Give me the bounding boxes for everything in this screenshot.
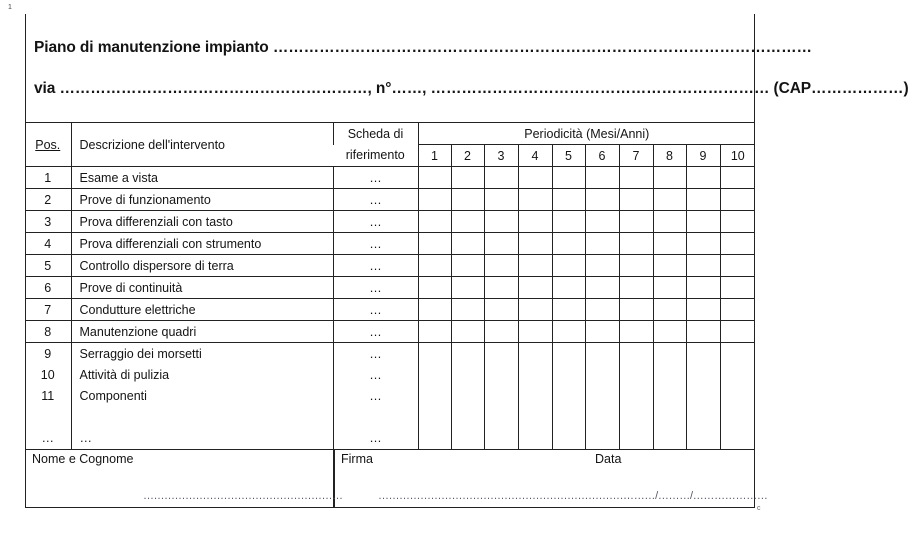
signature-field[interactable]: ……………………………………………………………… bbox=[378, 490, 630, 502]
date-field[interactable]: ………/………/………………… bbox=[623, 490, 768, 502]
period-cell[interactable] bbox=[653, 364, 686, 385]
period-cell[interactable] bbox=[585, 427, 619, 449]
period-cell[interactable] bbox=[552, 343, 585, 365]
period-cell[interactable] bbox=[619, 364, 653, 385]
period-cell[interactable] bbox=[720, 189, 755, 211]
period-cell[interactable] bbox=[518, 343, 552, 365]
header-pos: Pos. bbox=[25, 123, 71, 167]
period-cell[interactable] bbox=[484, 167, 518, 189]
firma-label: Firma bbox=[341, 452, 373, 466]
period-cell[interactable] bbox=[451, 364, 484, 385]
row-description bbox=[71, 406, 333, 427]
period-cell[interactable] bbox=[720, 167, 755, 189]
row-pos: 1 bbox=[25, 167, 71, 189]
period-cell[interactable] bbox=[451, 427, 484, 449]
row-description: Componenti bbox=[71, 385, 333, 406]
period-cell[interactable] bbox=[418, 211, 451, 233]
period-cell[interactable] bbox=[686, 255, 720, 277]
table-row bbox=[25, 406, 755, 427]
period-cell[interactable] bbox=[418, 233, 451, 255]
period-cell[interactable] bbox=[686, 427, 720, 449]
period-cell[interactable] bbox=[518, 364, 552, 385]
header-description: Descrizione dell'intervento bbox=[71, 123, 333, 167]
period-cell[interactable] bbox=[585, 211, 619, 233]
period-cell[interactable] bbox=[585, 167, 619, 189]
period-cell[interactable] bbox=[653, 299, 686, 321]
period-cell[interactable] bbox=[484, 364, 518, 385]
name-field[interactable]: ………………………………………………… bbox=[143, 490, 343, 502]
row-reference: … bbox=[333, 385, 418, 406]
period-cell[interactable] bbox=[720, 299, 755, 321]
period-number: 1 bbox=[418, 145, 451, 167]
period-cell[interactable] bbox=[518, 321, 552, 343]
corner-mark-bottom: c bbox=[757, 505, 761, 512]
period-cell[interactable] bbox=[518, 299, 552, 321]
period-cell[interactable] bbox=[720, 385, 755, 406]
period-cell[interactable] bbox=[552, 299, 585, 321]
corner-mark: 1 bbox=[8, 4, 12, 11]
table-row bbox=[25, 211, 755, 233]
period-number: 8 bbox=[653, 145, 686, 167]
period-cell[interactable] bbox=[585, 277, 619, 299]
period-cell[interactable] bbox=[484, 427, 518, 449]
period-cell[interactable] bbox=[518, 277, 552, 299]
period-cell[interactable] bbox=[653, 167, 686, 189]
period-cell[interactable] bbox=[653, 211, 686, 233]
period-cell[interactable] bbox=[552, 385, 585, 406]
period-cell[interactable] bbox=[552, 277, 585, 299]
period-cell[interactable] bbox=[484, 343, 518, 365]
row-pos: 3 bbox=[25, 211, 71, 233]
period-cell[interactable] bbox=[484, 255, 518, 277]
row-reference: … bbox=[333, 233, 418, 255]
table-row bbox=[25, 343, 755, 365]
row-pos: 9 bbox=[25, 343, 71, 365]
period-number: 7 bbox=[619, 145, 653, 167]
row-pos: 11 bbox=[41, 388, 55, 403]
row-pos: 6 bbox=[25, 277, 71, 299]
period-cell[interactable] bbox=[418, 343, 451, 365]
row-pos: 5 bbox=[25, 255, 71, 277]
period-cell[interactable] bbox=[720, 427, 755, 449]
row-description: Prove di funzionamento bbox=[71, 189, 333, 211]
period-cell[interactable] bbox=[484, 189, 518, 211]
period-cell[interactable] bbox=[720, 277, 755, 299]
signature-section bbox=[25, 449, 768, 508]
row-pos bbox=[25, 406, 71, 427]
period-cell[interactable] bbox=[484, 233, 518, 255]
period-cell[interactable] bbox=[552, 189, 585, 211]
data-label: Data bbox=[595, 452, 622, 466]
period-cell[interactable] bbox=[552, 427, 585, 449]
period-cell[interactable] bbox=[451, 406, 484, 427]
row-description: Prova differenziali con strumento bbox=[71, 233, 333, 255]
row-description: Esame a vista bbox=[71, 167, 333, 189]
period-cell[interactable] bbox=[552, 211, 585, 233]
row-reference: … bbox=[333, 321, 418, 343]
period-cell[interactable] bbox=[451, 343, 484, 365]
row-reference: … bbox=[333, 364, 418, 385]
period-number: 9 bbox=[686, 145, 720, 167]
row-reference: … bbox=[333, 299, 418, 321]
period-cell[interactable] bbox=[686, 233, 720, 255]
period-cell[interactable] bbox=[518, 255, 552, 277]
period-cell[interactable] bbox=[484, 277, 518, 299]
row-reference: … bbox=[333, 427, 418, 449]
period-cell[interactable] bbox=[451, 211, 484, 233]
period-cell[interactable] bbox=[585, 364, 619, 385]
period-cell[interactable] bbox=[619, 167, 653, 189]
period-cell[interactable] bbox=[720, 321, 755, 343]
period-number: 5 bbox=[552, 145, 585, 167]
table-row bbox=[25, 233, 755, 255]
row-description: Serraggio dei morsetti bbox=[71, 343, 333, 365]
row-pos: 4 bbox=[25, 233, 71, 255]
period-cell[interactable] bbox=[418, 385, 451, 406]
period-cell[interactable] bbox=[585, 406, 619, 427]
row-reference: … bbox=[333, 343, 418, 365]
period-cell[interactable] bbox=[518, 406, 552, 427]
period-cell[interactable] bbox=[418, 321, 451, 343]
row-reference: … bbox=[333, 167, 418, 189]
row-description: Manutenzione quadri bbox=[71, 321, 333, 343]
period-cell[interactable] bbox=[585, 299, 619, 321]
period-cell[interactable] bbox=[451, 167, 484, 189]
period-cell[interactable] bbox=[585, 343, 619, 365]
period-cell[interactable] bbox=[686, 211, 720, 233]
period-cell[interactable] bbox=[518, 233, 552, 255]
period-cell[interactable] bbox=[686, 364, 720, 385]
period-number: 3 bbox=[484, 145, 518, 167]
period-cell[interactable] bbox=[585, 233, 619, 255]
table-row bbox=[25, 189, 755, 211]
table-row bbox=[25, 167, 755, 189]
period-cell[interactable] bbox=[518, 385, 552, 406]
row-reference: … bbox=[333, 277, 418, 299]
period-cell[interactable] bbox=[518, 167, 552, 189]
period-cell[interactable] bbox=[418, 427, 451, 449]
table-row bbox=[25, 427, 755, 449]
period-number: 4 bbox=[518, 145, 552, 167]
period-cell[interactable] bbox=[418, 255, 451, 277]
period-cell[interactable] bbox=[418, 189, 451, 211]
row-description: Attività di pulizia bbox=[71, 364, 333, 385]
table-row bbox=[25, 385, 755, 406]
table-row bbox=[25, 299, 755, 321]
period-cell[interactable] bbox=[653, 385, 686, 406]
period-cell[interactable] bbox=[552, 233, 585, 255]
period-cell[interactable] bbox=[619, 211, 653, 233]
table-row bbox=[25, 277, 755, 299]
period-cell[interactable] bbox=[720, 364, 755, 385]
header-period: Periodicità (Mesi/Anni) bbox=[418, 123, 755, 145]
period-cell[interactable] bbox=[451, 189, 484, 211]
row-reference: … bbox=[333, 211, 418, 233]
period-cell[interactable] bbox=[451, 385, 484, 406]
period-cell[interactable] bbox=[619, 233, 653, 255]
row-reference: … bbox=[333, 255, 418, 277]
period-cell[interactable] bbox=[653, 255, 686, 277]
period-cell[interactable] bbox=[518, 427, 552, 449]
period-cell[interactable] bbox=[653, 233, 686, 255]
period-cell[interactable] bbox=[720, 255, 755, 277]
period-cell[interactable] bbox=[552, 167, 585, 189]
period-cell[interactable] bbox=[619, 255, 653, 277]
period-cell[interactable] bbox=[653, 189, 686, 211]
table-row bbox=[25, 321, 755, 343]
period-cell[interactable] bbox=[585, 255, 619, 277]
period-cell[interactable] bbox=[653, 321, 686, 343]
period-cell[interactable] bbox=[484, 299, 518, 321]
period-cell[interactable] bbox=[418, 277, 451, 299]
period-cell[interactable] bbox=[686, 299, 720, 321]
period-cell[interactable] bbox=[518, 189, 552, 211]
period-cell[interactable] bbox=[653, 406, 686, 427]
period-cell[interactable] bbox=[686, 321, 720, 343]
period-cell[interactable] bbox=[451, 255, 484, 277]
header-ref-line2: riferimento bbox=[345, 148, 405, 163]
period-cell[interactable] bbox=[686, 189, 720, 211]
period-cell[interactable] bbox=[418, 364, 451, 385]
name-label: Nome e Cognome bbox=[32, 452, 134, 466]
period-cell[interactable] bbox=[552, 364, 585, 385]
period-cell[interactable] bbox=[585, 385, 619, 406]
period-cell[interactable] bbox=[484, 321, 518, 343]
period-number: 6 bbox=[585, 145, 619, 167]
period-cell[interactable] bbox=[484, 385, 518, 406]
period-number: 2 bbox=[451, 145, 484, 167]
period-cell[interactable] bbox=[484, 406, 518, 427]
period-cell[interactable] bbox=[518, 211, 552, 233]
row-description: Prove di continuità bbox=[71, 277, 333, 299]
period-cell[interactable] bbox=[552, 406, 585, 427]
period-cell[interactable] bbox=[585, 189, 619, 211]
period-cell[interactable] bbox=[619, 321, 653, 343]
period-cell[interactable] bbox=[585, 321, 619, 343]
period-cell[interactable] bbox=[619, 189, 653, 211]
period-cell[interactable] bbox=[451, 299, 484, 321]
period-cell[interactable] bbox=[653, 343, 686, 365]
row-description: Condutture elettriche bbox=[71, 299, 333, 321]
period-cell[interactable] bbox=[619, 299, 653, 321]
period-cell[interactable] bbox=[653, 427, 686, 449]
period-cell[interactable] bbox=[686, 385, 720, 406]
table-row bbox=[25, 364, 755, 385]
row-pos: … bbox=[41, 431, 54, 445]
row-reference: … bbox=[333, 189, 418, 211]
period-cell[interactable] bbox=[418, 299, 451, 321]
row-reference bbox=[333, 406, 418, 427]
period-cell[interactable] bbox=[619, 385, 653, 406]
period-cell[interactable] bbox=[619, 277, 653, 299]
period-number: 10 bbox=[720, 145, 755, 167]
table-row bbox=[25, 255, 755, 277]
row-pos: 2 bbox=[25, 189, 71, 211]
period-cell[interactable] bbox=[686, 343, 720, 365]
period-cell[interactable] bbox=[451, 321, 484, 343]
period-cell[interactable] bbox=[619, 406, 653, 427]
period-cell[interactable] bbox=[720, 233, 755, 255]
row-description: Prova differenziali con tasto bbox=[71, 211, 333, 233]
period-cell[interactable] bbox=[451, 233, 484, 255]
row-description: … bbox=[71, 427, 333, 449]
address-line: via ……………………………………………………, n°……, ………………………………………………………… (CAP………………) bbox=[34, 80, 909, 97]
header-ref-line1: Scheda di bbox=[333, 123, 418, 145]
period-cell[interactable] bbox=[418, 167, 451, 189]
row-pos: 7 bbox=[25, 299, 71, 321]
period-cell[interactable] bbox=[686, 406, 720, 427]
row-description: Controllo dispersore di terra bbox=[71, 255, 333, 277]
period-cell[interactable] bbox=[619, 343, 653, 365]
maintenance-table bbox=[25, 122, 755, 449]
period-cell[interactable] bbox=[720, 406, 755, 427]
period-cell[interactable] bbox=[720, 211, 755, 233]
period-cell[interactable] bbox=[686, 167, 720, 189]
period-cell[interactable] bbox=[720, 343, 755, 365]
period-cell[interactable] bbox=[451, 277, 484, 299]
period-cell[interactable] bbox=[484, 211, 518, 233]
plan-title-line: Piano di manutenzione impianto …………………………………………………………………………………………… bbox=[34, 39, 812, 56]
period-cell[interactable] bbox=[653, 277, 686, 299]
row-pos: 10 bbox=[40, 367, 55, 382]
period-cell[interactable] bbox=[552, 321, 585, 343]
row-pos: 8 bbox=[25, 321, 71, 343]
period-cell[interactable] bbox=[418, 406, 451, 427]
period-cell[interactable] bbox=[552, 255, 585, 277]
period-cell[interactable] bbox=[686, 277, 720, 299]
period-cell[interactable] bbox=[619, 427, 653, 449]
